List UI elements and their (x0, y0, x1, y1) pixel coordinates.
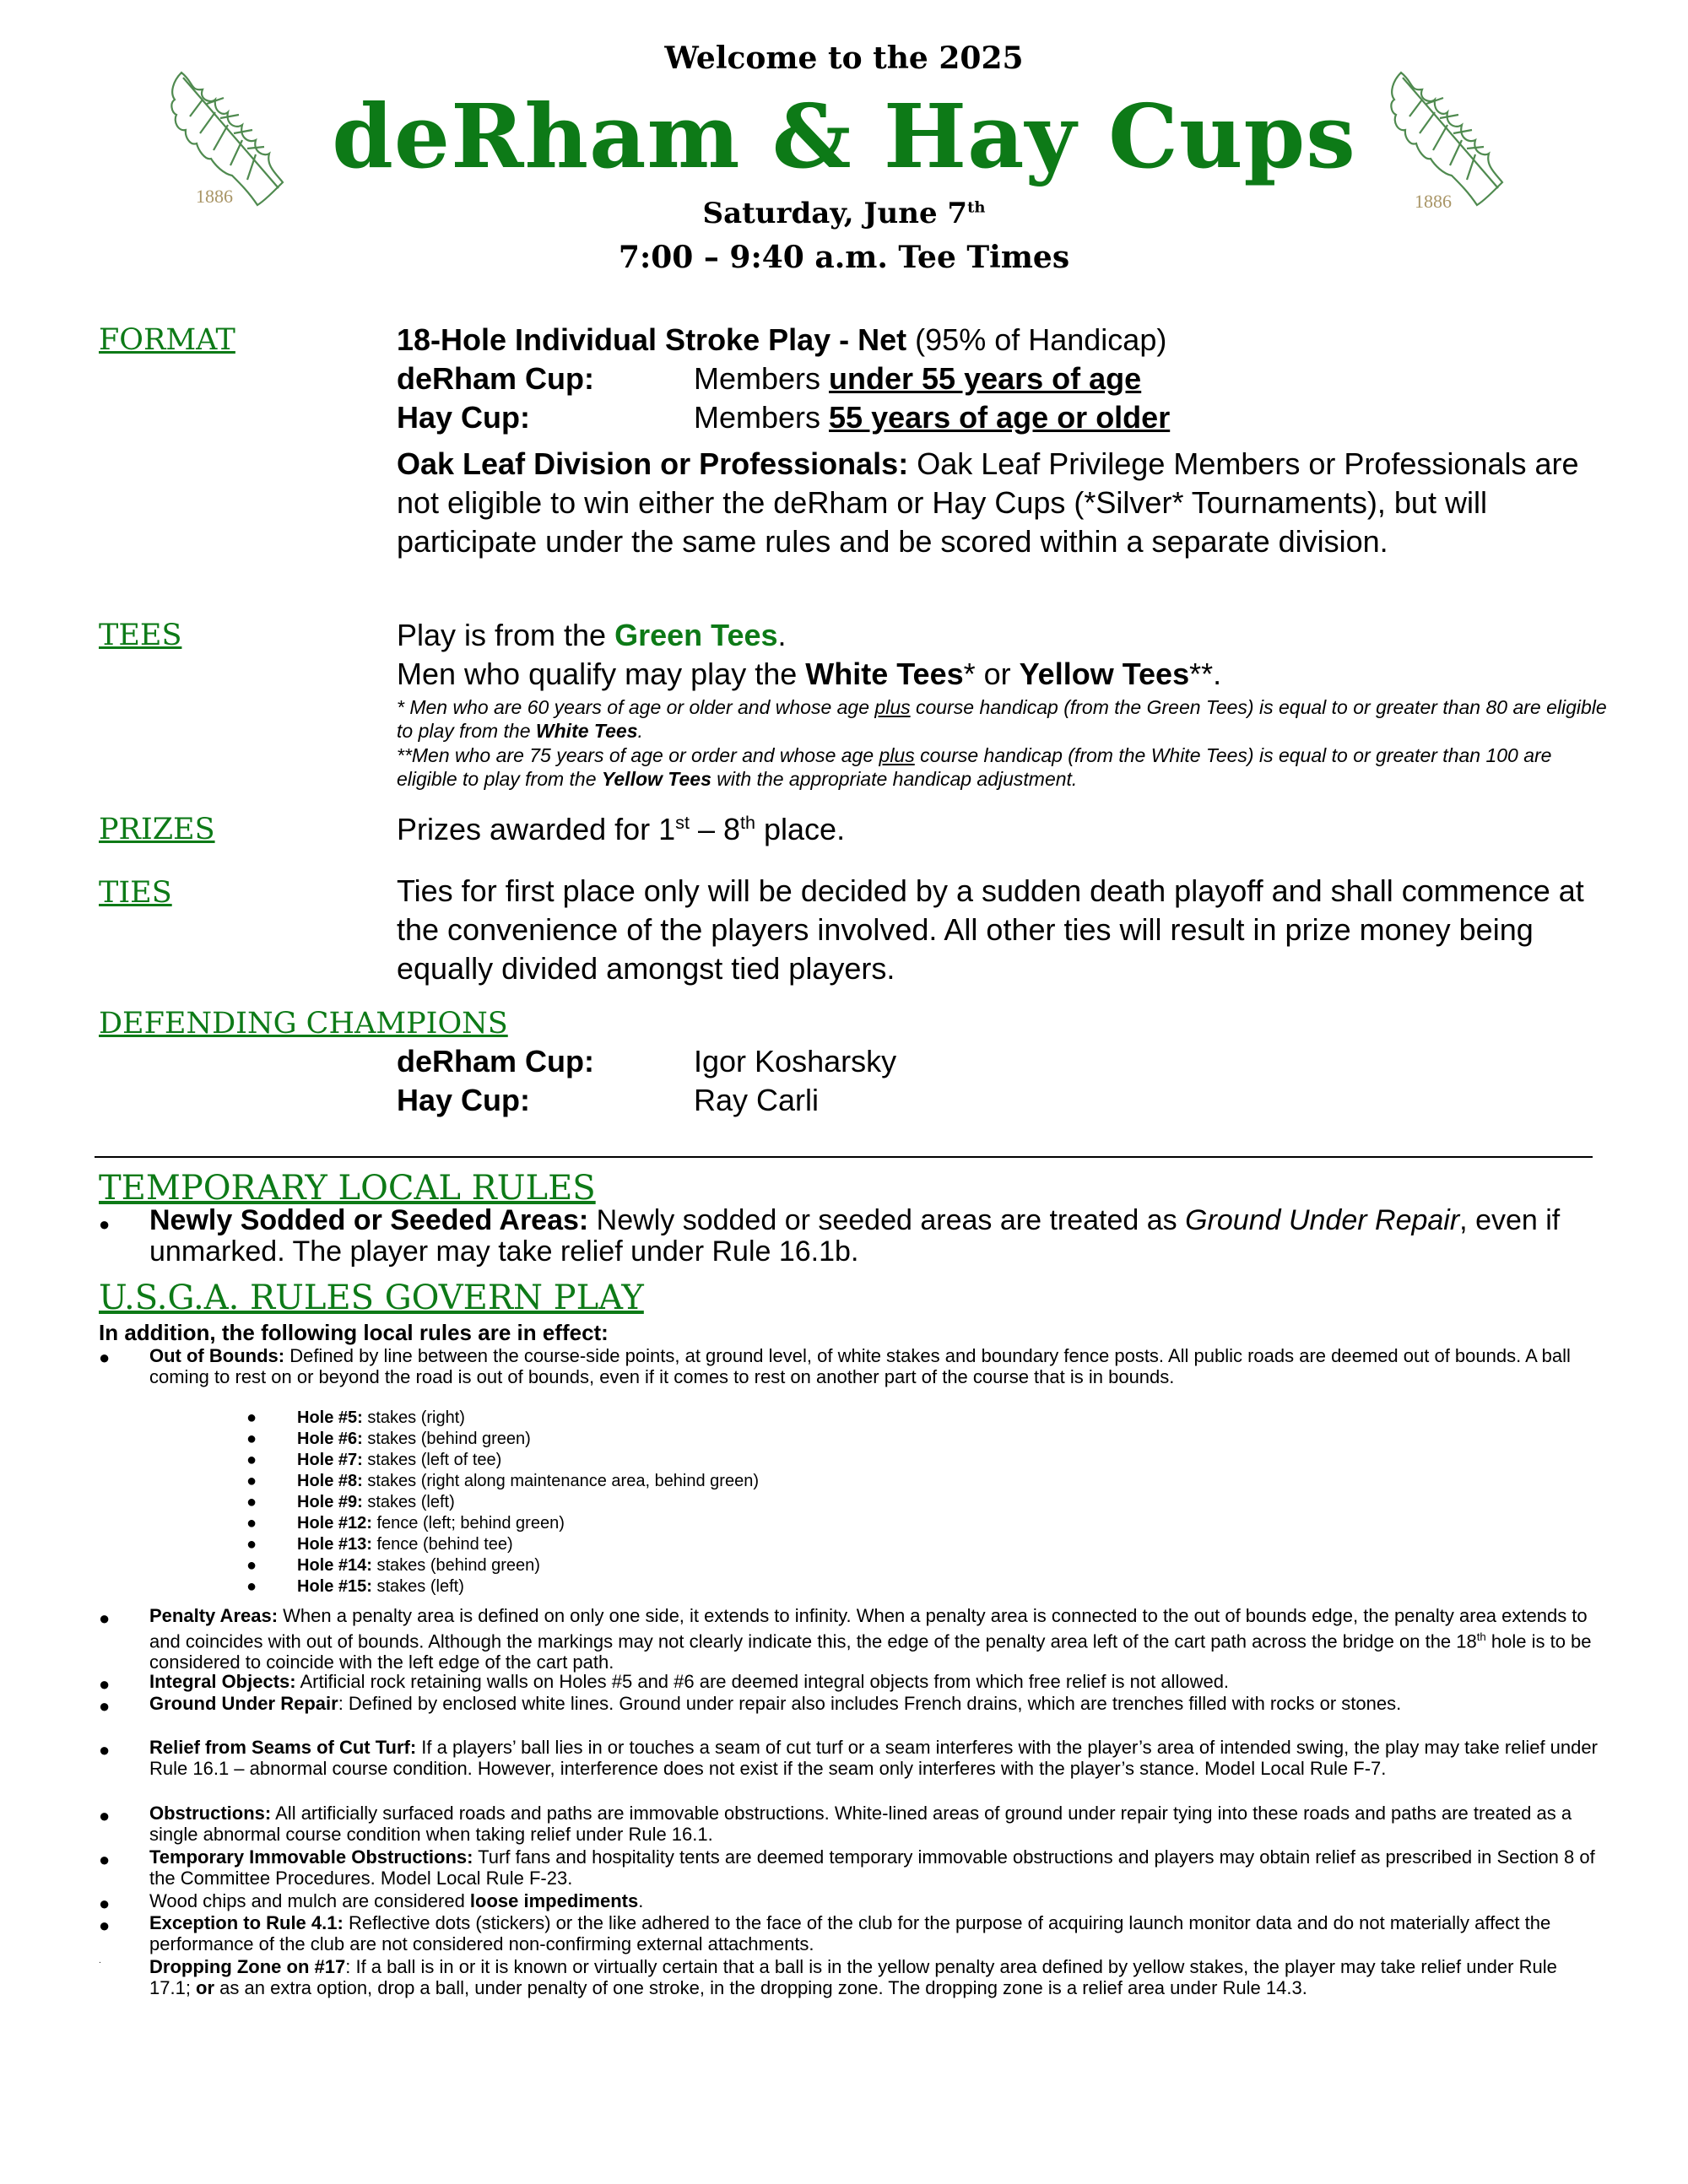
hole-desc: stakes (left) (362, 1493, 455, 1511)
tee-times: 7:00 – 9:40 a.m. Tee Times (618, 240, 1070, 275)
temp-rule-pre: Newly sodded or seeded areas are treated as (588, 1204, 1186, 1236)
oak-leaf-paragraph (397, 445, 1629, 561)
hole-desc: fence (left; behind green) (371, 1514, 565, 1533)
bullet: ● (99, 1695, 111, 1716)
tees-l2-post: **. (1189, 657, 1222, 691)
champion-hay-key: Hay Cup: (397, 1083, 531, 1117)
list-item: ● Hole #5: stakes (right) (246, 1408, 465, 1427)
champion-derham-key: deRham Cup: (397, 1044, 594, 1078)
hole-number: Hole #15: (297, 1577, 372, 1596)
prizes-pre: Prizes awarded for 1 (397, 812, 676, 846)
rule-seams-cut-turf (149, 1737, 1601, 1779)
temp-rule-gur: Ground Under Repair (1185, 1204, 1460, 1236)
list-item: ● Hole #15: stakes (left) (246, 1577, 464, 1596)
event-date (0, 197, 1688, 230)
list-item: ● Hole #7: stakes (left of tee) (246, 1451, 502, 1469)
tees-l2-pre: Men who qualify may play the (397, 657, 806, 691)
prizes-post: place. (755, 812, 846, 846)
tio-bold: Temporary Immovable Obstructions: (149, 1846, 473, 1868)
bullet: ● (99, 1214, 111, 1235)
rule-obstructions (149, 1803, 1601, 1845)
white-tees: White Tees (805, 657, 964, 691)
hole-number: Hole #13: (297, 1535, 372, 1554)
tees-l1-pre: Play is from the (397, 618, 615, 652)
format-type: 18-Hole Individual Stroke Play - Net (397, 322, 907, 357)
logo-year-right: 1886 (1415, 191, 1452, 212)
prizes-label: PRIZES (99, 813, 215, 846)
note2-b: course handicap (from the White Tees) is equal to or greater than 100 are eligible to play from the (397, 744, 1552, 790)
hole-number: Hole #5: (297, 1408, 363, 1427)
hole-desc: stakes (right along maintenance area, behind green) (362, 1472, 759, 1490)
hole-desc: stakes (behind green) (371, 1556, 540, 1575)
oob-holes-list (246, 1408, 759, 1597)
bullet: ● (99, 1893, 111, 1914)
derham-cup-key: deRham Cup: (397, 361, 594, 396)
pen-b: hole is to be considered to coincide with the left edge of the cart path. (149, 1630, 1592, 1673)
derham-age: under 55 years of age (829, 361, 1142, 396)
seam-bold: Relief from Seams of Cut Turf: (149, 1737, 417, 1758)
tees-line-2 (397, 657, 1221, 692)
usga-intro: In addition, the following local rules are in effect: (99, 1320, 609, 1345)
hole-desc: fence (behind tee) (371, 1535, 513, 1554)
champion-derham-name: Igor Kosharsky (694, 1044, 897, 1078)
champions-label: DEFENDING CHAMPIONS (99, 1007, 508, 1041)
seam-text: If a players’ ball lies in or touches a seam of cut turf or a seam interferes with the player’s area of intended swing, the play may take relief under Rule 16.1 – abnormal course condition. However, interference does not exist if the seam only interferes with the player’s stance. Model Local Rule F-7. (149, 1737, 1598, 1779)
rule-ground-under-repair (149, 1693, 1601, 1714)
hay-age: 55 years of age or older (829, 400, 1171, 435)
list-item: ● Hole #9: stakes (left) (246, 1493, 455, 1511)
format-hay-row (397, 400, 1170, 435)
gur-text: : Defined by enclosed white lines. Ground under repair also includes French drains, which are trenches filled with rocks or stones. (338, 1693, 1402, 1714)
yellow-tees: Yellow Tees (1019, 657, 1190, 691)
date-suffix: th (967, 198, 986, 217)
drop-a: : If a ball is in or it is known or virtually certain that a ball is in the yellow penalty area defined by yellow stakes, the player may take relief under Rule 17.1; (149, 1956, 1557, 1998)
ties-label: TIES (99, 876, 172, 910)
pen-a: When a penalty area is defined on only one side, it extends to infinity. When a penalty area is connected to the out of bounds edge, the penalty area extends to and coincides with out of bounds. Although the markings may not clearly indicate this, the edge of the penalty area left of the cart path across the bridge on the 18 (149, 1605, 1588, 1652)
wood-bold: loose impediments (469, 1890, 639, 1911)
tees-l1-post: . (777, 618, 787, 652)
pen-sup: th (1476, 1630, 1486, 1643)
date-text: Saturday, June 7 (702, 197, 968, 230)
note1-a: * Men who are 60 years of age or older and whose age (397, 696, 875, 718)
hole-desc: stakes (left of tee) (362, 1451, 502, 1469)
rule-dropping-zone (149, 1956, 1601, 1998)
welcome-line: Welcome to the 2025 (664, 41, 1024, 76)
rule-exception-4-1 (149, 1912, 1601, 1954)
obs-text: All artificially surfaced roads and paths are immovable obstructions. White-lined areas of ground under repair tying into these roads and paths are treated as a single abnormal course condition when taking relief under Rule 16.1. (149, 1803, 1572, 1845)
temp-rule-bold: Newly Sodded or Seeded Areas: (149, 1204, 589, 1236)
rule-penalty-areas (149, 1605, 1601, 1673)
rule-temporary-obstructions (149, 1846, 1601, 1889)
list-item: ● Hole #13: fence (behind tee) (246, 1535, 513, 1554)
bullet: ● (99, 1849, 111, 1870)
rule-out-of-bounds (149, 1345, 1601, 1387)
obs-bold: Obstructions: (149, 1803, 272, 1824)
wood-post: . (638, 1890, 644, 1911)
note2-end: with the appropriate handicap adjustment. (711, 768, 1078, 790)
rule-integral-objects (149, 1671, 1601, 1692)
bullet: ● (99, 1739, 111, 1760)
note2-plus: plus (879, 744, 915, 766)
bullet: ● (99, 1608, 111, 1629)
note2-a: **Men who are 75 years of age or order and whose age (397, 744, 879, 766)
pen-bold: Penalty Areas: (149, 1605, 279, 1626)
bullet: . (99, 1956, 101, 1965)
format-handicap: (95% of Handicap) (906, 322, 1167, 357)
prizes-sup2: th (740, 812, 756, 833)
hay-members: Members (694, 400, 830, 435)
hole-number: Hole #6: (297, 1430, 363, 1448)
bullet: ● (99, 1805, 111, 1826)
int-bold: Integral Objects: (149, 1671, 296, 1692)
oob-bold: Out of Bounds: (149, 1345, 285, 1366)
hole-number: Hole #7: (297, 1451, 363, 1469)
section-divider (95, 1156, 1593, 1158)
prizes-mid: – 8 (689, 812, 740, 846)
tees-line-1 (397, 618, 787, 653)
oak-leaf-text: Oak Leaf Privilege Members or Professionals are not eligible to win either the deRham or Hay Cups (*Silver* Tournaments), but will participate under the same rules and be scored within a separate division. (397, 446, 1579, 559)
bullet: ● (99, 1915, 111, 1936)
usga-heading: U.S.G.A. RULES GOVERN PLAY (99, 1279, 644, 1317)
hay-cup-key: Hay Cup: (397, 400, 531, 435)
logo-year-left: 1886 (196, 186, 233, 207)
exc-text: Reflective dots (stickers) or the like adhered to the face of the club for the purpose of acquiring launch monitor data and do not materially affect the performance of the club are not considered non-confirming external attachments. (149, 1912, 1551, 1954)
int-text: Artificial rock retaining walls on Holes #5 and #6 are deemed integral objects from which free relief is not allowed. (295, 1671, 1230, 1692)
wood-pre: Wood chips and mulch are considered (149, 1890, 470, 1911)
format-derham-row (397, 361, 1141, 397)
derham-members: Members (694, 361, 830, 396)
hole-number: Hole #9: (297, 1493, 363, 1511)
tees-l2-mid: * or (963, 657, 1020, 691)
format-line-1 (397, 322, 1166, 358)
hole-number: Hole #12: (297, 1514, 372, 1533)
drop-b: as an extra option, drop a ball, under penalty of one stroke, in the dropping zone. The dropping zone is a relief area under Rule 14.3. (214, 1977, 1307, 1998)
tio-text: Turf fans and hospitality tents are deemed temporary immovable obstructions and players may obtain relief as prescribed in Section 8 of the Committee Procedures. Model Local Rule F-23. (149, 1846, 1595, 1889)
oak-leaf-heading: Oak Leaf Division or Professionals: (397, 446, 909, 481)
ties-text: Ties for first place only will be decided by a sudden death playoff and shall commence at the convenience of the players involved. All other ties will result in prize money being equally divided amongst tied players. (397, 873, 1584, 986)
list-item: ● Hole #14: stakes (behind green) (246, 1556, 540, 1575)
bullet: ● (99, 1347, 111, 1368)
list-item: ● Hole #8: stakes (right along maintenance area, behind green) (246, 1472, 759, 1490)
drop-bold: Dropping Zone on #17 (149, 1956, 346, 1977)
page-title: deRham & Hay Cups (332, 84, 1356, 188)
champion-hay-name: Ray Carli (694, 1083, 820, 1117)
hole-number: Hole #14: (297, 1556, 372, 1575)
list-item: ● Hole #12: fence (left; behind green) (246, 1514, 565, 1533)
champion-hay-row (397, 1083, 819, 1118)
champion-derham-row (397, 1044, 896, 1079)
oob-text: Defined by line between the course-side points, at ground level, of white stakes and boundary fence posts. All public roads are deemed out of bounds. A ball coming to rest on or beyond the road is out of bounds, even if it comes to rest on another part of the course that is in bounds. (149, 1345, 1571, 1387)
temp-rules-heading: TEMPORARY LOCAL RULES (99, 1169, 596, 1208)
gur-bold: Ground Under Repair (149, 1693, 338, 1714)
note1-plus: plus (874, 696, 911, 718)
note1-end: . (637, 720, 643, 742)
hole-desc: stakes (right) (362, 1408, 465, 1427)
hole-number: Hole #8: (297, 1472, 363, 1490)
tees-label: TEES (99, 619, 182, 652)
exc-bold: Exception to Rule 4.1: (149, 1912, 344, 1933)
tees-note-2 (397, 743, 1612, 791)
note2-yellow-tees: Yellow Tees (601, 768, 711, 790)
temp-rule-sodded (149, 1205, 1601, 1268)
list-item: ● Hole #6: stakes (behind green) (246, 1430, 531, 1448)
temp-rule-post: , even if unmarked. The player may take relief under Rule 16.1b. (149, 1204, 1561, 1268)
bullet: ● (99, 1673, 111, 1695)
green-tees: Green Tees (614, 618, 778, 652)
hole-desc: stakes (behind green) (362, 1430, 531, 1448)
tees-note-1 (397, 695, 1612, 743)
rule-loose-impediments (149, 1890, 1601, 1911)
prizes-text (397, 812, 845, 847)
hole-desc: stakes (left) (371, 1577, 464, 1596)
note1-white-tees: White Tees (535, 720, 638, 742)
prizes-sup1: st (675, 812, 690, 833)
drop-or: or (196, 1977, 215, 1998)
note1-b: course handicap (from the Green Tees) is equal to or greater than 80 are eligible to play from the (397, 696, 1607, 742)
format-label: FORMAT (99, 323, 235, 357)
